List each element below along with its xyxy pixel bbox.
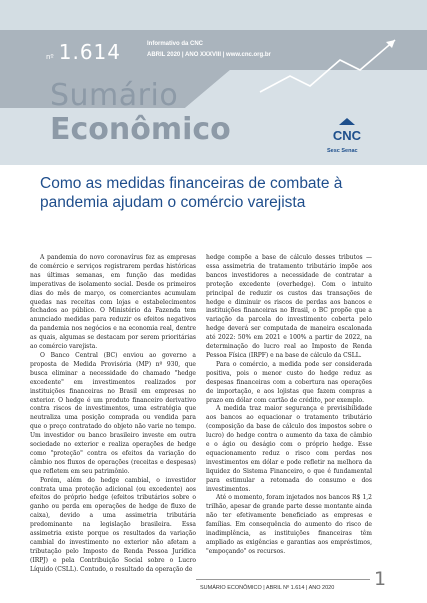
page-number: 1 — [374, 568, 387, 590]
logo-text: CNC — [332, 128, 362, 143]
paragraph: Para o comércio, a medida pode ser considerada positiva, pois o menor custo do hedge reduz as despesas financeiras com a cobertura nas operações de importação, e aos lojistas que fazem compras a prazo em dólar com cartão de crédito, por exemplo. — [206, 360, 372, 404]
masthead-title-line2: Econômico — [50, 112, 231, 147]
publication-info-details: ABRIL 2020 | ANO XXXVIII | www.cnc.org.br — [147, 52, 271, 58]
header-banner — [0, 0, 427, 165]
issue-number — [46, 40, 121, 64]
article-column-right — [206, 254, 372, 557]
issue-prefix: nº — [46, 53, 54, 61]
masthead-title-line1: Sumário — [50, 78, 179, 113]
paragraph: Até o momento, foram injetados nos bancos R$ 1,2 trilhão, apesar de grande parte desse montante ainda não ter efetivamente beneficiado as empresas e famílias. Em consequência do aumento do risco de inadimplência, as instituições financeiras têm ampliado as exigências e garantias aos empréstimos, "empoçando" os recursos. — [206, 494, 372, 555]
paragraph: A pandemia do novo coronavírus fez as empresas de comércio e serviços registrarem perdas históricas nas últimas semanas, em função das medidas imperativas de isolamento social. Desde os primeiros dias do mês de março, os comerciantes acumulam quedas nas receitas com lojas e estabelecimentos fechados ao público. O Ministério da Fazenda tem anunciado medidas para reduzir os efeitos negativos da pandemia nos negócios e na economia real, dentre as quais, algumas se destacam por serem prioritárias ao comércio varejista. — [30, 254, 196, 351]
paragraph: O Banco Central (BC) enviou ao governo a proposta de Medida Provisória (MP) nº 930, que busca eliminar a necessidade do chamado "hedge excedente" em investimentos realizados por instituições financeiras no Brasil em empresas no exterior. O hedge é um produto financeiro derivativo contra riscos de investimentos, uma estratégia que neutraliza uma posição comprada ou vendida para que o preço contratado do objeto não varie no tempo. Um investidor ou banco brasileiro investe em outra sociedade no exterior e realiza operações de hedge como "proteção" contra os efeitos da variação do câmbio nos fluxos de operações (receitas e despesas) que refletem em seu patrimônio. — [30, 351, 196, 475]
logo-caption: Sesc Senac — [327, 148, 358, 154]
publication-info-title: Informativo da CNC — [147, 41, 204, 47]
footer-text: SUMÁRIO ECONÔMICO | ABRIL Nº 1.614 | ANO 2020 — [200, 585, 335, 591]
paragraph: A medida traz maior segurança e previsibilidade aos bancos ao equacionar o tratamento tributário (composição da base de cálculo dos impostos sobre o lucro) do hedge contra o aumento da taxa de câmbio e o ágio ou deságio com o próprio hedge. Esse equacionamento reduz o risco com perdas nos investimentos em dólar e pode refletir na melhora da liquidez do Sistema Financeiro, o que é fundamental para estimular a retomada do consumo e dos investimentos. — [206, 405, 372, 493]
paragraph: hedge compõe a base de cálculo desses tributos — essa assimetria de tratamento tributário impõe aos bancos investidores a necessidade de contratar a proteção excedente (overhedge). Com o intuito principal de reduzir os custos das transações de hedge e diminuir os riscos de perdas aos bancos e instituições financeiras no Brasil, o BC propõe que a variação da parcela do investimento coberta pelo hedge deverá ser computada de maneira escalonada até 2022: 50% em 2021 e 100% a partir de 2022, na determinação do lucro real ao Imposto de Renda Pessoa Física (IRPF) e na base de cálculo da CSLL. — [206, 254, 372, 359]
issue-number-value: 1.614 — [58, 40, 122, 64]
paragraph: Porém, além do hedge cambial, o investidor contrata uma proteção adicional (ou excedente) aos efeitos do próprio hedge (efeitos tributários sobre o ganho ou perda em operações de hedge de fluxo de caixa), devido a uma assimetria tributária predominante na legislação brasileira. Essa assimetria existe porque os resultados da variação cambial do investimento no exterior não afetam a tributação pelo Imposto de Renda Pessoa Jurídica (IRPJ) e pela Contribuição Social sobre o Lucro Líquido (CSLL). Contudo, o resultado da operação de — [30, 476, 196, 573]
cnc-logo-icon — [327, 116, 367, 146]
article-headline: Como as medidas financeiras de combate à pandemia ajudam o comércio varejista — [40, 175, 343, 211]
footer-divider — [196, 579, 370, 580]
article-column-left — [30, 254, 196, 575]
